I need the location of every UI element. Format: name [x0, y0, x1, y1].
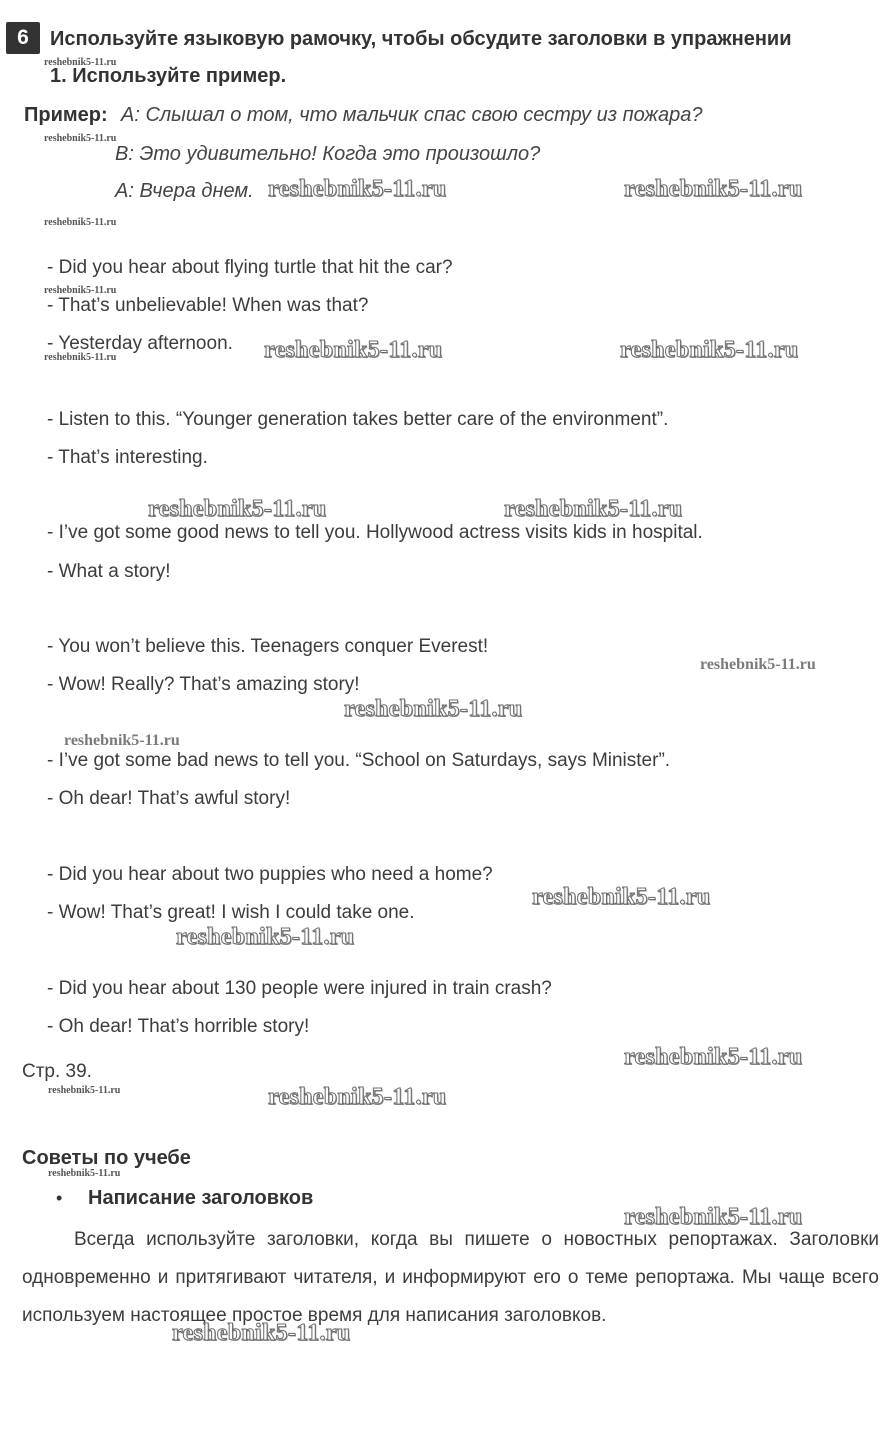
watermark: reshebnik5-11.ru: [176, 924, 355, 950]
watermark: reshebnik5-11.ru: [44, 133, 117, 144]
watermark: reshebnik5-11.ru: [64, 732, 180, 749]
watermark: reshebnik5-11.ru: [504, 496, 683, 522]
watermark: reshebnik5-11.ru: [624, 1204, 803, 1230]
watermark: reshebnik5-11.ru: [268, 176, 447, 202]
dialogue-4-line-2: - Wow! Really? That’s amazing story!: [47, 674, 360, 695]
watermark: reshebnik5-11.ru: [172, 1320, 351, 1346]
example-line-a2: A: Вчера днем.: [115, 180, 254, 202]
watermark: reshebnik5-11.ru: [44, 285, 117, 296]
tips-title: Советы по учебе: [22, 1147, 191, 1169]
watermark: reshebnik5-11.ru: [268, 1084, 447, 1110]
watermark: reshebnik5-11.ru: [264, 337, 443, 363]
dialogue-7-line-1: - Did you hear about 130 people were injured in train crash?: [47, 978, 552, 999]
watermark: reshebnik5-11.ru: [48, 1168, 121, 1179]
example-line-a1: A: Слышал о том, что мальчик спас свою сестру из пожара?: [121, 104, 703, 126]
watermark: reshebnik5-11.ru: [620, 337, 799, 363]
watermark: reshebnik5-11.ru: [624, 1044, 803, 1070]
exercise-instruction-continued: 1. Используйте пример.: [50, 65, 287, 87]
dialogue-6-line-2: - Wow! That’s great! I wish I could take one.: [47, 902, 415, 923]
tips-paragraph-text: Всегда используйте заголовки, когда вы пишете о новостных репортажах. Заголовки одновременно и притягивают читателя, и информируют его о теме репортажа. Мы чаще всего используем настоящее простое время для написания заголовков.: [22, 1229, 879, 1326]
dialogue-5-line-1: - I’ve got some bad news to tell you. “School on Saturdays, says Minister”.: [47, 750, 671, 771]
watermark: reshebnik5-11.ru: [48, 1085, 121, 1096]
watermark: reshebnik5-11.ru: [344, 696, 523, 722]
dialogue-1-line-2: - That’s unbelievable! When was that?: [47, 295, 369, 316]
dialogue-1-line-3: - Yesterday afternoon.: [47, 333, 233, 354]
dialogue-3-line-1: - I’ve got some good news to tell you. Hollywood actress visits kids in hospital.: [47, 522, 703, 543]
dialogue-4-line-1: - You won’t believe this. Teenagers conquer Everest!: [47, 636, 489, 657]
dialogue-6-line-1: - Did you hear about two puppies who need a home?: [47, 864, 493, 885]
dialogue-1-line-1: - Did you hear about flying turtle that hit the car?: [47, 257, 453, 278]
dialogue-7-line-2: - Oh dear! That’s horrible story!: [47, 1016, 310, 1037]
tips-bullet-heading: Написание заголовков: [88, 1187, 314, 1209]
example-label: Пример:: [24, 104, 108, 126]
dialogue-2-line-1: - Listen to this. “Younger generation takes better care of the environment”.: [47, 409, 669, 430]
dialogue-2-line-2: - That’s interesting.: [47, 447, 208, 468]
exercise-instruction: Используйте языковую рамочку, чтобы обсудите заголовки в упражнении: [50, 28, 792, 50]
dialogue-3-line-2: - What a story!: [47, 561, 171, 582]
watermark: reshebnik5-11.ru: [624, 176, 803, 202]
tips-paragraph: [22, 1221, 879, 1335]
exercise-number-badge: 6: [6, 22, 40, 54]
page-reference: Стр. 39.: [22, 1061, 92, 1082]
watermark: reshebnik5-11.ru: [44, 352, 117, 363]
watermark: reshebnik5-11.ru: [700, 656, 816, 673]
dialogue-5-line-2: - Oh dear! That’s awful story!: [47, 788, 291, 809]
watermark: reshebnik5-11.ru: [532, 884, 711, 910]
watermark: reshebnik5-11.ru: [44, 217, 117, 228]
example-line-b: B: Это удивительно! Когда это произошло?: [115, 143, 541, 165]
watermark: reshebnik5-11.ru: [148, 496, 327, 522]
watermark: reshebnik5-11.ru: [44, 57, 117, 68]
bullet-marker: •: [56, 1188, 63, 1208]
